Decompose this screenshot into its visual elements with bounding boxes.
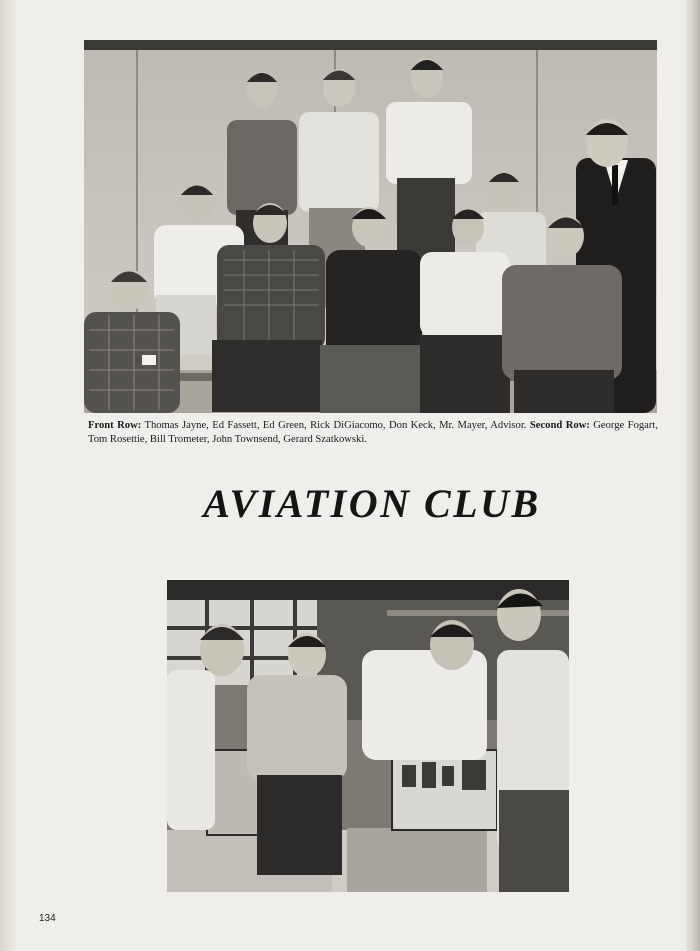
page-title: AVIATION CLUB <box>203 481 541 526</box>
group-portrait-photo <box>84 40 657 413</box>
electronics-workbench-photo <box>167 580 569 892</box>
front-row-label: Front Row: <box>88 420 142 431</box>
second-row-names: George Fogart, Tom Rosettie, Bill Trometer, John Townsend, Gerard Szatkowski. <box>88 420 658 445</box>
front-row-names: Thomas Jayne, Ed Fassett, Ed Green, Rick DiGiacomo, Don Keck, Mr. Mayer, Advisor. <box>144 420 527 431</box>
second-row-label: Second Row: <box>529 420 590 431</box>
page-edge <box>686 0 700 951</box>
photo-caption <box>88 419 658 446</box>
binding-shadow <box>0 0 18 951</box>
page-number: 134 <box>39 913 56 924</box>
